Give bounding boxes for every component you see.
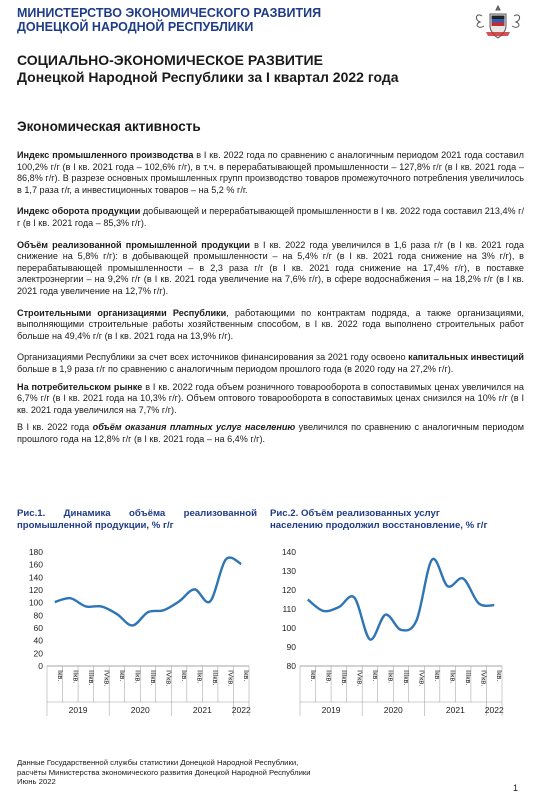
x-tick-label: IIкв. <box>386 670 396 684</box>
chart-paid-services <box>270 508 510 718</box>
x-tick-label: IVкв. <box>102 670 112 687</box>
chart2-title <box>270 508 510 532</box>
term-industrial-index: Индекс промышленного производства <box>17 150 194 160</box>
x-tick-label: IVкв. <box>164 670 174 687</box>
x-tick-label: IIIкв. <box>464 670 474 686</box>
year-label: 2020 <box>383 705 403 715</box>
y-tick-label: 80 <box>33 610 43 621</box>
year-label: 2019 <box>68 705 88 715</box>
x-tick-label: Iкв. <box>370 670 380 682</box>
document-title <box>17 52 399 86</box>
y-tick-label: 110 <box>282 604 296 614</box>
chart-industrial-output <box>17 508 257 718</box>
document-title-line2: Донецкой Народной Республики за I квартал 2022 года <box>17 69 399 85</box>
x-tick-label: Iкв. <box>55 670 65 682</box>
year-label: 2022 <box>231 705 251 715</box>
paragraph-text: больше в 1,9 раза г/г по сравнению с аналогичным периодом прошлого года (в 2020 году на 27,2% г/г). <box>17 363 454 374</box>
paragraph-text: в I кв. 2022 года увеличился в 1,6 раза г/г (в I кв. 2021 года снижение на 5,8% г/г): в добывающей промышленности – на 5,4% г/г (в I кв. 2021 года снижение на 3% г/г), в перерабатывающей промышленности – в 2,3 раза г/г (в I кв. 2021 года снижение на 17,4% г/г), в поставке электроэнергии – на 9,2% г/г (в I кв. 2021 года увеличение на 7,6% г/г), в сфере водоснабжения – на 18,2% г/г (в I кв. 2021 года увеличение на 12,7% г/г). <box>17 239 524 296</box>
chart2-title-line2: населению продолжил восстановление, % г/г <box>270 520 488 531</box>
paragraph-paid-services <box>17 422 524 445</box>
paragraph-text: добывающей и перерабатывающей промышленности в I кв. 2022 года составил 213,4% г/г (в I кв. 2021 года – 85,3% г/г). <box>17 206 524 228</box>
y-tick-label: 0 <box>38 661 43 671</box>
y-tick-label: 20 <box>33 648 43 659</box>
x-tick-label: IIIкв. <box>339 670 349 686</box>
year-label: 2019 <box>321 705 341 715</box>
x-tick-label: Iкв. <box>117 670 127 682</box>
x-tick-label: IVкв. <box>417 670 427 687</box>
body-text <box>17 150 524 455</box>
y-tick-label: 60 <box>33 623 43 633</box>
source-note-line1: Данные Государственной службы статистики Донецкой Народной Республики, <box>17 758 299 767</box>
term-investments: капитальных инвестиций <box>408 352 524 363</box>
year-label: 2021 <box>445 705 465 715</box>
x-tick-label: IIIкв. <box>86 670 96 686</box>
x-tick-label: IIкв. <box>195 670 205 684</box>
x-tick-label: Iкв. <box>308 670 318 682</box>
paragraph-industrial-output <box>17 240 524 298</box>
term-industrial-output: Объём реализованной промышленной продукции <box>17 239 250 250</box>
y-tick-label: 140 <box>28 572 43 583</box>
y-tick-label: 80 <box>286 661 296 671</box>
x-tick-label: Iкв. <box>433 670 443 682</box>
x-tick-label: IIIкв. <box>149 670 158 686</box>
y-tick-label: 160 <box>28 559 43 570</box>
page-number: 1 <box>512 783 518 793</box>
x-tick-label: Iкв. <box>180 670 190 682</box>
chart2-plot <box>270 544 510 720</box>
y-tick-label: 100 <box>281 623 296 633</box>
x-tick-label: IIIкв. <box>211 670 221 686</box>
y-tick-label: 140 <box>281 547 296 557</box>
year-label: 2022 <box>484 705 504 715</box>
x-tick-label: Iкв. <box>495 670 505 682</box>
publication-date: Июнь 2022 <box>17 777 56 786</box>
source-note <box>17 758 311 787</box>
series-line <box>55 558 241 626</box>
term-consumer-market: На потребительском рынке <box>17 381 143 392</box>
x-tick-label: IIкв. <box>71 670 81 684</box>
paragraph-text: В I кв. 2022 года <box>17 422 93 433</box>
year-label: 2021 <box>192 705 212 715</box>
document-title-line1: СОЦИАЛЬНО-ЭКОНОМИЧЕСКОЕ РАЗВИТИЕ <box>17 52 323 68</box>
x-tick-label: IVкв. <box>479 670 489 687</box>
paragraph-investments <box>17 352 524 375</box>
chart1-title-part: Рис.1. <box>17 508 46 519</box>
x-tick-label: IIIкв. <box>402 670 411 686</box>
paragraph-construction <box>17 308 524 343</box>
chart1-title-line2: промышленной продукции, % г/г <box>17 520 174 531</box>
ministry-header-line2: ДОНЕЦКОЙ НАРОДНОЙ РЕСПУБЛИКИ <box>17 20 254 34</box>
coat-of-arms-icon <box>470 2 526 42</box>
paragraph-text: , работающими по контрактам подряда, а также организациями, выполняющими строительные работы хозяйственным способом, в I кв. 2022 года выполнено строительных работ больше на 49,4% г/г (в I кв. 2021 года на 13,9% г/г). <box>17 307 524 341</box>
x-tick-label: IIкв. <box>448 670 458 684</box>
x-tick-label: IVкв. <box>355 670 365 687</box>
paragraph-text: увеличился по сравнению с аналогичным периодом прошлого года на 12,8% г/г (в I кв. 2021 года – на 6,4% г/г). <box>17 422 524 444</box>
x-tick-label: IVкв. <box>226 670 236 687</box>
y-tick-label: 120 <box>281 585 296 595</box>
term-turnover-index: Индекс оборота продукции <box>17 206 141 217</box>
year-label: 2020 <box>130 705 150 715</box>
y-tick-label: 90 <box>286 642 296 652</box>
source-note-line2: расчёты Министерства экономического развития Донецкой Народной Республики <box>17 767 311 777</box>
chart1-title <box>17 508 257 532</box>
x-tick-label: IIкв. <box>133 670 143 684</box>
chart1-title-part: реализованной <box>183 508 257 519</box>
y-tick-label: 130 <box>281 566 296 576</box>
ministry-header-line1: МИНИСТЕРСТВО ЭКОНОМИЧЕСКОГО РАЗВИТИЯ <box>17 6 322 20</box>
y-tick-label: 40 <box>33 635 43 646</box>
chart1-title-part: объёма <box>128 508 166 519</box>
y-tick-label: 100 <box>28 597 43 608</box>
y-tick-label: 120 <box>28 585 43 595</box>
paragraph-consumer-market <box>17 382 524 417</box>
term-construction: Строительными организациями Республики <box>17 307 227 318</box>
paragraph-industrial-index <box>17 150 524 196</box>
ministry-header <box>17 6 321 34</box>
series-line <box>308 559 494 640</box>
paragraph-text: в I кв. 2022 года по сравнению с аналогичным периодом 2021 года составил 100,2% г/г (в I кв. 2021 года – 102,6% г/г), в т.ч. в перерабатывающей промышленности – 127,8% г/г (в I кв. 2021 года – 86,8% г/г). В разрезе основных промышленных групп производство товаров промежуточного потребления увеличилось в 1,7 раза г/г, а инвестиционных товаров – на 5,2 % г/г. <box>17 150 524 195</box>
chart2-title-line1: Рис.2. Объём реализованных услуг <box>270 508 440 519</box>
y-tick-label: 180 <box>28 547 43 557</box>
paragraph-text: Организациями Республики за счет всех источников финансирования за 2021 году освоено <box>17 352 409 363</box>
term-paid-services: объём оказания платных услуг населению <box>92 422 296 433</box>
x-tick-label: IIкв. <box>324 670 334 684</box>
section-title: Экономическая активность <box>17 119 201 134</box>
paragraph-turnover-index <box>17 206 524 229</box>
chart1-plot <box>17 544 257 720</box>
x-tick-label: Iкв. <box>242 670 252 682</box>
chart1-title-part: Динамика <box>63 508 111 519</box>
paragraph-text: в I кв. 2022 года объем розничного товарооборота в сопоставимых ценах увеличился на 6,7% г/г (в I кв. 2021 года на 10,3% г/г). Объем оптового товарооборота в сопоставимых ценах снизился на 10% г/г (в I кв. 2021 года увеличился на 7,7% г/г). <box>17 381 524 415</box>
